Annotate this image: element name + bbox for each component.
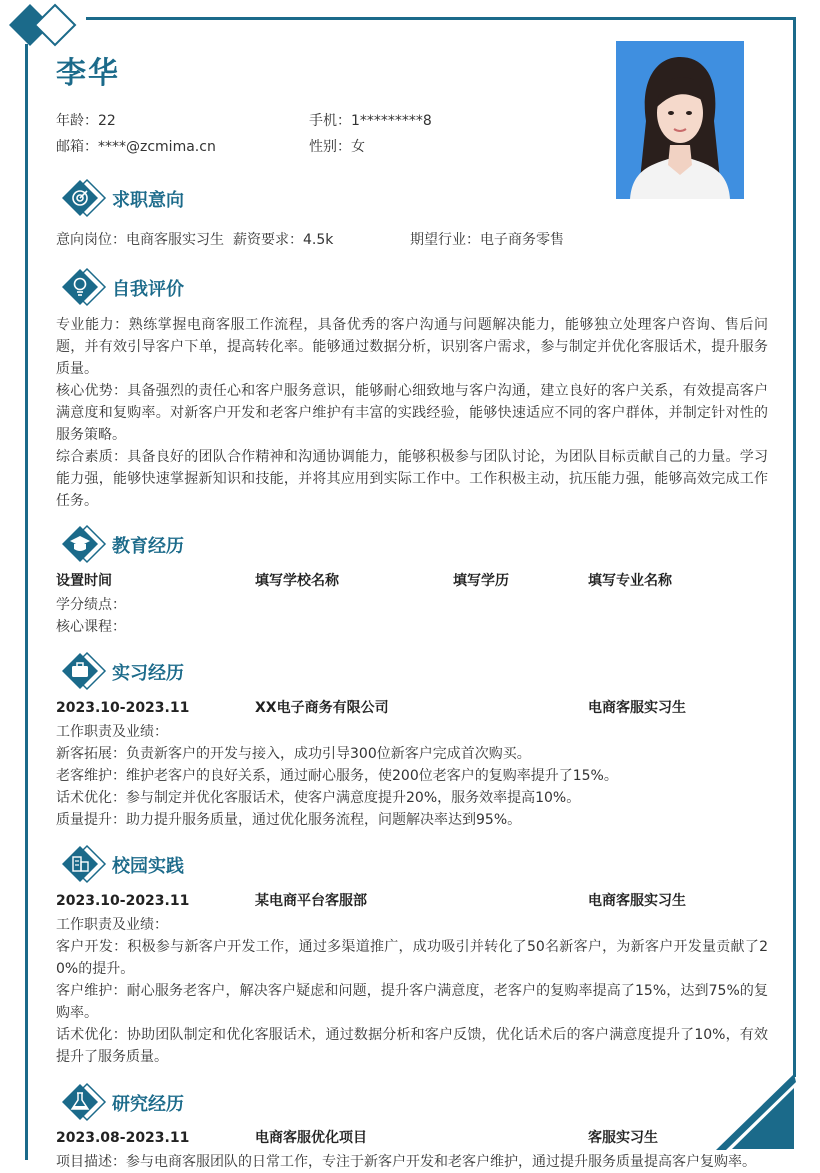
- section-title: 校园实践: [112, 856, 184, 877]
- section-title: 研究经历: [112, 1094, 184, 1115]
- email-label: 邮箱：: [56, 139, 98, 155]
- flask-icon: [60, 1082, 108, 1122]
- intent-position: [56, 230, 224, 250]
- intern-time: 2023.10-2023.11: [56, 700, 190, 716]
- research-desc: 项目描述：参与电商客服团队的日常工作，专注于新客户开发和老客户维护，通过提升服务质量提高客户复购率。: [56, 1154, 756, 1170]
- gender-value: 女: [351, 139, 365, 155]
- intern-company: XX电子商务有限公司: [255, 700, 389, 716]
- corner-stripes-decoration: [712, 1072, 820, 1160]
- edu-gpa: 学分绩点：: [56, 597, 126, 613]
- age-value: 22: [98, 113, 116, 129]
- phone-info: [309, 111, 432, 131]
- section-title: 教育经历: [112, 536, 184, 557]
- campus-item: 客户开发：积极参与新客户开发工作，通过多渠道推广，成功吸引并转化了50名新客户，为新客户开发量贡献了20%的提升。: [56, 939, 768, 977]
- section-title: 自我评价: [112, 279, 184, 300]
- industry-label: 期望行业：: [410, 232, 480, 248]
- salary-value: 4.5k: [303, 232, 334, 248]
- self-eval-qualities: 综合素质：具备良好的团队合作精神和沟通协调能力，能够积极参与团队讨论，为团队目标贡献自己的力量。学习能力强，能够快速掌握新知识和技能，并将其应用到实际工作中。工作积极主动，抗压能力强，能够高效完成工作任务。: [56, 449, 768, 509]
- target-icon: [60, 178, 108, 218]
- phone-value: 1*********8: [351, 113, 432, 129]
- graduation-cap-icon: [60, 524, 108, 564]
- profile-photo: [616, 41, 744, 199]
- intern-item: 老客维护：维护老客户的良好关系，通过耐心服务，使200位老客户的复购率提升了15%。: [56, 768, 618, 784]
- self-eval-professional: 专业能力：熟练掌握电商客服工作流程，具备优秀的客户沟通与问题解决能力，能够独立处理客户咨询、售后问题，并有效引导客户下单，提高转化率。能够通过数据分析，识别客户需求，参与制定并优化客服话术，提升服务质量。: [56, 317, 768, 377]
- research-project: 电商客服优化项目: [255, 1130, 367, 1146]
- candidate-name: 李华: [56, 56, 120, 91]
- portrait-icon: [616, 41, 744, 199]
- campus-item: 客户维护：耐心服务老客户，解决客户疑虑和问题，提升客户满意度，老客户的复购率提高了15%，达到75%的复购率。: [56, 983, 768, 1021]
- campus-duty-label: 工作职责及业绩：: [56, 917, 168, 933]
- campus-item: 话术优化：协助团队制定和优化客服话术，通过数据分析和客户反馈，优化话术后的客户满意度提升了10%，有效提升了服务质量。: [56, 1027, 768, 1065]
- edu-major: 填写专业名称: [588, 573, 672, 589]
- lightbulb-icon: [60, 267, 108, 307]
- position-label: 意向岗位：: [56, 232, 126, 248]
- email-value: ****@zcmima.cn: [98, 139, 216, 155]
- intent-industry: [410, 230, 564, 250]
- campus-org: 某电商平台客服部: [255, 893, 367, 909]
- intern-item: 质量提升：助力提升服务质量，通过优化服务流程，问题解决率达到95%。: [56, 812, 522, 828]
- campus-time: 2023.10-2023.11: [56, 893, 190, 909]
- building-icon: [60, 844, 108, 884]
- salary-label: 薪资要求：: [233, 232, 303, 248]
- industry-value: 电子商务零售: [480, 232, 564, 248]
- frame-top-line: [86, 17, 796, 20]
- corner-diamonds-decoration: [0, 0, 100, 50]
- age-info: [56, 111, 116, 131]
- intent-salary: [233, 230, 333, 250]
- edu-courses: 核心课程：: [56, 619, 126, 635]
- edu-degree: 填写学历: [453, 573, 509, 589]
- position-value: 电商客服实习生: [126, 232, 224, 248]
- age-label: 年龄：: [56, 113, 98, 129]
- gender-label: 性别：: [309, 139, 351, 155]
- intern-role: 电商客服实习生: [588, 700, 686, 716]
- edu-time: 设置时间: [56, 573, 112, 589]
- frame-left-line: [25, 44, 28, 1160]
- intern-duty-label: 工作职责及业绩：: [56, 724, 168, 740]
- email-info: [56, 137, 216, 157]
- frame-right-line: [793, 17, 796, 1077]
- intern-item: 话术优化：参与制定并优化客服话术，使客户满意度提升20%，服务效率提高10%。: [56, 790, 581, 806]
- briefcase-icon: [60, 651, 108, 691]
- intern-item: 新客拓展：负责新客户的开发与接入，成功引导300位新客户完成首次购买。: [56, 746, 531, 762]
- self-eval-strengths: 核心优势：具备强烈的责任心和客户服务意识，能够耐心细致地与客户沟通，建立良好的客户关系，有效提高客户满意度和复购率。对新客户开发和老客户维护有丰富的实践经验，能够快速适应不同的客户群体，并制定针对性的服务策略。: [56, 383, 768, 443]
- section-title: 实习经历: [112, 663, 184, 684]
- research-time: 2023.08-2023.11: [56, 1130, 190, 1146]
- section-title: 求职意向: [112, 190, 184, 211]
- campus-role: 电商客服实习生: [588, 893, 686, 909]
- research-role: 客服实习生: [588, 1130, 658, 1146]
- phone-label: 手机：: [309, 113, 351, 129]
- gender-info: [309, 137, 365, 157]
- edu-school: 填写学校名称: [255, 573, 339, 589]
